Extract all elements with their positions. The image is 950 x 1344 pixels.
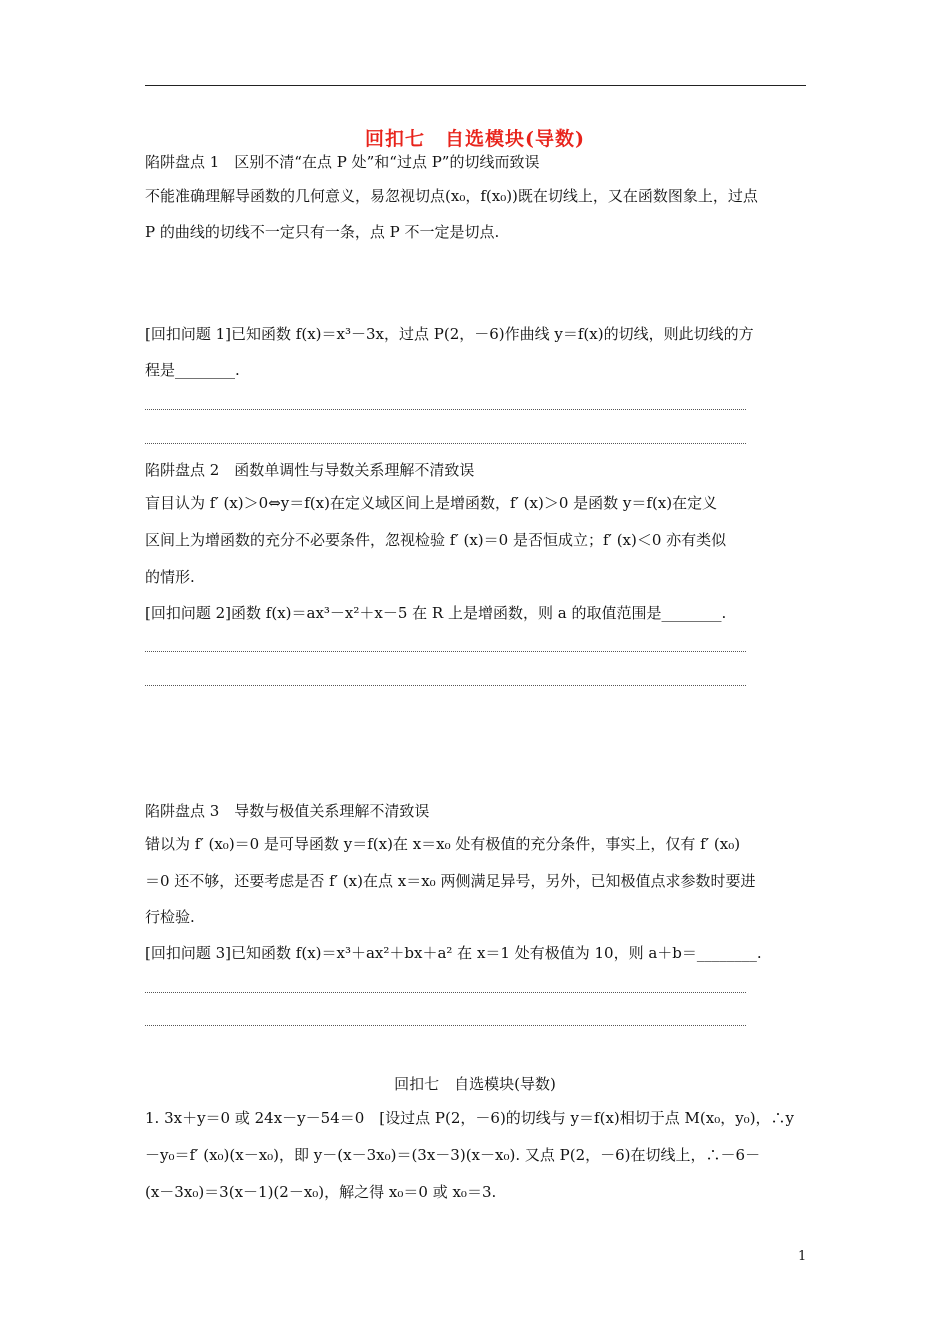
trap1-heading: 陷阱盘点 1 区别不清“在点 P 处”和“过点 P”的切线而致误 (145, 153, 540, 171)
trap3-heading: 陷阱盘点 3 导数与极值关系理解不清致误 (145, 802, 430, 820)
trap2-heading: 陷阱盘点 2 函数单调性与导数关系理解不清致误 (145, 461, 475, 479)
page-title: 回扣七 自选模块(导数) (365, 128, 585, 150)
question1-line: 程是________. (145, 361, 240, 379)
question1-line: [回扣问题 1]已知函数 f(x)＝x³－3x，过点 P(2，－6)作曲线 y＝f(x)的切线，则此切线的方 (145, 325, 754, 343)
answer1-line: －y₀＝f′ (x₀)(x－x₀)，即 y－(x－3x₀)＝(3x－3)(x－x₀). 又点 P(2，－6)在切线上，∴－6－ (145, 1146, 761, 1164)
trap3-body-line: 行检验. (145, 908, 195, 926)
answer-line (145, 443, 746, 444)
trap2-body-line: 的情形. (145, 568, 195, 586)
answer1-line: (x－3x₀)＝3(x－1)(2－x₀)，解之得 x₀＝0 或 x₀＝3. (145, 1183, 497, 1201)
answers-heading: 回扣七 自选模块(导数) (394, 1075, 556, 1093)
answer-line (145, 409, 746, 410)
answer1-line: 1. 3x＋y＝0 或 24x－y－54＝0 [设过点 P(2，－6)的切线与 y＝f(x)相切于点 M(x₀，y₀)，∴y (145, 1109, 795, 1127)
trap1-body-line: P 的曲线的切线不一定只有一条，点 P 不一定是切点. (145, 223, 500, 241)
page-number: 1 (798, 1249, 807, 1264)
trap3-body-line: 错以为 f′ (x₀)＝0 是可导函数 y＝f(x)在 x＝x₀ 处有极值的充分条件，事实上，仅有 f′ (x₀) (145, 835, 741, 853)
answer-line (145, 651, 746, 652)
answer-line (145, 1025, 746, 1026)
trap1-body-line: 不能准确理解导函数的几何意义，易忽视切点(x₀，f(x₀))既在切线上，又在函数图象上，过点 (145, 187, 758, 205)
answer-line (145, 992, 746, 993)
trap2-body-line: 盲目认为 f′ (x)＞0⇔y＝f(x)在定义域区间上是增函数，f′ (x)＞0 是函数 y＝f(x)在定义 (145, 494, 718, 512)
header-rule (145, 85, 806, 86)
trap2-body-line: 区间上为增函数的充分不必要条件，忽视检验 f′ (x)＝0 是否恒成立；f′ (x)＜0 亦有类似 (145, 531, 727, 549)
answer-line (145, 685, 746, 686)
question2-line: [回扣问题 2]函数 f(x)＝ax³－x²＋x－5 在 R 上是增函数，则 a 的取值范围是________. (145, 604, 727, 622)
question3-line: [回扣问题 3]已知函数 f(x)＝x³＋ax²＋bx＋a² 在 x＝1 处有极值为 10，则 a＋b＝________. (145, 944, 762, 962)
trap3-body-line: ＝0 还不够，还要考虑是否 f′ (x)在点 x＝x₀ 两侧满足异号，另外，已知极值点求参数时要进 (145, 872, 756, 890)
